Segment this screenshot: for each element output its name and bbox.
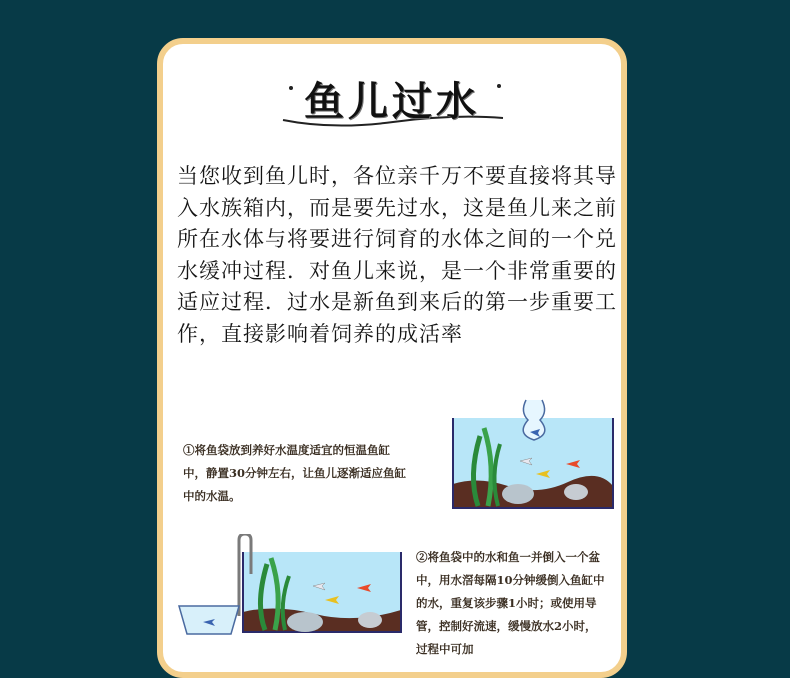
basin-icon: [179, 606, 239, 634]
siphon-transfer-illustration: [175, 534, 405, 644]
intro-paragraph: 当您收到鱼儿时，各位亲千万不要直接将其导入水族箱内，而是要先过水，这是鱼儿来之前所在水体与将要进行饲育的水体之间的一个兑水缓冲过程．对鱼儿来说，是一个非常重要的适应过程．过水是新鱼到来后的第一步重要工作，直接影响着饲养的成活率: [177, 164, 617, 346]
fish-tank-icon: [448, 396, 618, 516]
page-title: 鱼儿过水: [304, 78, 480, 125]
step-1-text: ①将鱼袋放到养好水温度适宜的恒温鱼缸中，静置30分钟左右，让鱼儿逐渐适应鱼缸中的水温。: [183, 443, 407, 503]
content-card: [157, 38, 627, 678]
step-2-text: ②将鱼袋中的水和鱼一并倒入一个盆中，用水滘每隔10分钟缓倒入鱼缸中的水，重复该步骤1小时；或使用导管，控制好流速，缓慢放水2小时，过程中可加: [416, 550, 605, 656]
